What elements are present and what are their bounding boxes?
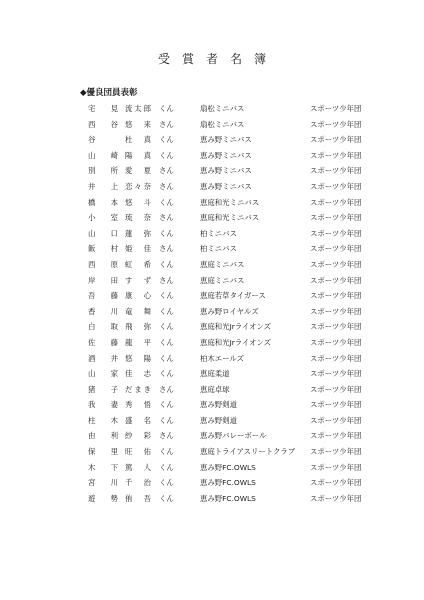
recipient-team: 恵庭柔道 xyxy=(200,369,230,379)
recipient-given-name: 悠来 xyxy=(125,119,151,129)
recipient-surname: 木下 xyxy=(88,462,118,472)
recipient-honorific: くん xyxy=(159,228,174,238)
recipient-team: 恵み野ミニバス xyxy=(200,150,252,160)
recipient-given-name: 虹希 xyxy=(125,259,151,269)
recipient-surname: 岸田 xyxy=(88,275,118,285)
recipient-team: 扇松ミニバス xyxy=(200,104,245,113)
recipient-honorific: さん xyxy=(159,431,174,441)
recipient-organization: スポーツ少年団 xyxy=(310,447,362,457)
recipient-organization: スポーツ少年団 xyxy=(310,197,362,207)
recipient-honorific: さん xyxy=(159,119,174,129)
recipient-honorific: さん xyxy=(159,181,174,191)
recipient-surname: 酒井 xyxy=(88,353,118,363)
recipient-team: 恵庭ミニバス xyxy=(200,275,245,285)
recipient-surname: 西原 xyxy=(88,259,118,269)
document-title: 受賞者名簿 xyxy=(157,52,278,66)
recipient-team: 恵み野FC.OWLS xyxy=(200,478,256,488)
recipient-given-name: 竜舞 xyxy=(125,306,151,316)
recipient-given-name: 侑吾 xyxy=(125,493,151,503)
recipient-organization: スポーツ少年団 xyxy=(310,166,362,176)
recipient-surname: 飯村 xyxy=(88,244,118,254)
recipient-row xyxy=(0,397,424,413)
section-heading: ◆優良団員表彰 xyxy=(80,88,138,98)
recipient-given-name: 秀悟 xyxy=(125,400,151,410)
recipient-surname: 保里 xyxy=(88,447,118,457)
recipient-row xyxy=(0,257,424,273)
recipient-organization: スポーツ少年団 xyxy=(310,135,362,145)
recipient-row xyxy=(0,288,424,304)
recipient-organization: スポーツ少年団 xyxy=(310,337,362,347)
recipient-given-name: だまき xyxy=(125,384,151,394)
recipient-honorific: くん xyxy=(159,150,174,160)
recipient-honorific: くん xyxy=(159,353,174,363)
recipient-row xyxy=(0,241,424,257)
recipient-honorific: さん xyxy=(159,213,174,223)
recipient-honorific: くん xyxy=(159,369,174,379)
recipient-row xyxy=(0,351,424,367)
recipient-organization: スポーツ少年団 xyxy=(310,369,362,379)
recipient-surname: 別所 xyxy=(88,166,118,176)
recipient-team: 恵庭和光ミニバス xyxy=(200,213,260,223)
recipient-honorific: くん xyxy=(159,447,174,457)
recipient-team: 恵み野FC.OWLS xyxy=(200,493,256,503)
recipient-surname: 佐藤 xyxy=(88,337,118,347)
recipient-honorific: さん xyxy=(159,384,174,394)
recipient-team: 恵み野ミニバス xyxy=(200,181,252,191)
recipient-row xyxy=(0,226,424,242)
recipient-team: 恵み野剣道 xyxy=(200,415,237,425)
recipient-row xyxy=(0,148,424,164)
recipient-organization: スポーツ少年団 xyxy=(310,384,362,394)
recipient-surname: 山口 xyxy=(88,228,118,238)
recipient-organization: スポーツ少年団 xyxy=(310,119,362,129)
recipient-row xyxy=(0,428,424,444)
recipient-row xyxy=(0,413,424,429)
recipient-honorific: さん xyxy=(159,166,174,176)
recipient-given-name: 琉奈 xyxy=(125,213,151,223)
recipient-honorific: くん xyxy=(159,322,174,332)
recipient-team: 柏ミニバス xyxy=(200,244,237,254)
recipient-row xyxy=(0,101,424,117)
recipient-organization: スポーツ少年団 xyxy=(310,213,362,223)
recipient-surname: 宅見 xyxy=(88,104,118,113)
recipient-row xyxy=(0,319,424,335)
recipient-surname: 山家 xyxy=(88,369,118,379)
recipient-honorific: くん xyxy=(159,337,174,347)
recipient-given-name: 佳志 xyxy=(125,369,151,379)
recipient-given-name: 千治 xyxy=(125,478,151,488)
recipient-surname: 吾藤 xyxy=(88,291,118,301)
recipient-team: 柏木エールズ xyxy=(200,353,244,363)
recipient-surname: 橋本 xyxy=(88,197,118,207)
recipient-row xyxy=(0,366,424,382)
recipient-row xyxy=(0,163,424,179)
recipient-honorific: くん xyxy=(159,400,174,410)
recipient-row xyxy=(0,444,424,460)
recipient-list xyxy=(0,101,424,506)
recipient-given-name: 篤人 xyxy=(125,462,151,472)
recipient-team: 恵庭卓球 xyxy=(200,384,230,394)
recipient-row xyxy=(0,210,424,226)
recipient-organization: スポーツ少年団 xyxy=(310,478,362,488)
recipient-surname: 山崎 xyxy=(88,150,118,160)
recipient-surname: 井上 xyxy=(88,181,118,191)
recipient-given-name: 陽真 xyxy=(125,150,151,160)
recipient-given-name: 蓮弥 xyxy=(125,228,151,238)
recipient-given-name: 悠斗 xyxy=(125,197,151,207)
recipient-team: 恵庭トライアスリートクラブ xyxy=(200,447,296,457)
recipient-row xyxy=(0,273,424,289)
recipient-team: 恵み野ミニバス xyxy=(200,135,252,145)
recipient-row xyxy=(0,475,424,491)
recipient-team: 恵み野ロイヤルズ xyxy=(200,306,259,316)
recipient-surname: 猪子 xyxy=(88,384,118,394)
recipient-team: 恵庭ミニバス xyxy=(200,259,245,269)
recipient-organization: スポーツ少年団 xyxy=(310,415,362,425)
recipient-given-name: 旺佑 xyxy=(125,447,151,457)
recipient-honorific: くん xyxy=(159,104,174,113)
recipient-given-name: 康心 xyxy=(125,291,151,301)
recipient-given-name: 姫佳 xyxy=(125,244,151,254)
recipient-honorific: くん xyxy=(159,493,174,503)
recipient-honorific: くん xyxy=(159,259,174,269)
recipient-row xyxy=(0,132,424,148)
recipient-organization: スポーツ少年団 xyxy=(310,244,362,254)
recipient-organization: スポーツ少年団 xyxy=(310,462,362,472)
recipient-team: 恵庭若草タイガース xyxy=(200,291,266,301)
recipient-surname: 谷 xyxy=(88,135,96,145)
recipient-organization: スポーツ少年団 xyxy=(310,353,362,363)
recipient-given-name: すず xyxy=(125,275,151,285)
recipient-surname: 香川 xyxy=(88,306,118,316)
recipient-given-name: 龍平 xyxy=(125,337,151,347)
recipient-organization: スポーツ少年団 xyxy=(310,259,362,269)
recipient-surname: 我妻 xyxy=(88,400,118,410)
recipient-organization: スポーツ少年団 xyxy=(310,104,362,113)
recipient-row xyxy=(0,335,424,351)
recipient-organization: スポーツ少年団 xyxy=(310,291,362,301)
recipient-organization: スポーツ少年団 xyxy=(310,181,362,191)
recipient-given-name: 紗彩 xyxy=(125,431,151,441)
recipient-organization: スポーツ少年団 xyxy=(310,431,362,441)
recipient-honorific: くん xyxy=(159,478,174,488)
recipient-organization: スポーツ少年団 xyxy=(310,228,362,238)
recipient-row xyxy=(0,491,424,507)
recipient-surname: 由利 xyxy=(88,431,118,441)
recipient-surname: 柱木 xyxy=(88,415,118,425)
recipient-team: 柏ミニバス xyxy=(200,228,237,238)
recipient-row xyxy=(0,195,424,211)
recipient-row xyxy=(0,382,424,398)
recipient-surname: 小室 xyxy=(88,213,118,223)
recipient-honorific: くん xyxy=(159,462,174,472)
recipient-team: 恵み野バレーボール xyxy=(200,431,267,441)
recipient-given-name: 飛弥 xyxy=(125,322,151,332)
recipient-given-name: 悠陽 xyxy=(125,353,151,363)
recipient-team: 恵庭和光Jrライオンズ xyxy=(200,337,272,347)
recipient-honorific: くん xyxy=(159,197,174,207)
recipient-honorific: さん xyxy=(159,275,174,285)
recipient-organization: スポーツ少年団 xyxy=(310,400,362,410)
recipient-given-name: 盛名 xyxy=(125,415,151,425)
recipient-surname: 遊勢 xyxy=(88,493,118,503)
recipient-organization: スポーツ少年団 xyxy=(310,306,362,316)
recipient-given-name: 杜真 xyxy=(125,135,151,145)
recipient-given-name: 愛夏 xyxy=(125,166,151,176)
recipient-surname: 宮川 xyxy=(88,478,118,488)
recipient-surname: 西谷 xyxy=(88,119,118,129)
recipient-team: 恵庭和光ミニバス xyxy=(200,197,260,207)
recipient-row xyxy=(0,460,424,476)
recipient-team: 恵み野FC.OWLS xyxy=(200,462,256,472)
recipient-honorific: くん xyxy=(159,135,174,145)
recipient-organization: スポーツ少年団 xyxy=(310,493,362,503)
recipient-row xyxy=(0,179,424,195)
recipient-surname: 白取 xyxy=(88,322,118,332)
recipient-team: 恵み野ミニバス xyxy=(200,166,252,176)
recipient-honorific: さん xyxy=(159,244,174,254)
recipient-honorific: くん xyxy=(159,291,174,301)
recipient-team: 扇松ミニバス xyxy=(200,119,245,129)
recipient-row xyxy=(0,117,424,133)
recipient-organization: スポーツ少年団 xyxy=(310,322,362,332)
recipient-honorific: くん xyxy=(159,306,174,316)
recipient-honorific: くん xyxy=(159,415,174,425)
recipient-given-name: 恋々奈 xyxy=(125,181,151,191)
recipient-given-name: 流太郎 xyxy=(125,104,151,113)
recipient-team: 恵庭和光Jrライオンズ xyxy=(200,322,272,332)
recipient-organization: スポーツ少年団 xyxy=(310,275,362,285)
recipient-team: 恵み野剣道 xyxy=(200,400,237,410)
recipient-organization: スポーツ少年団 xyxy=(310,150,362,160)
recipient-row xyxy=(0,304,424,320)
